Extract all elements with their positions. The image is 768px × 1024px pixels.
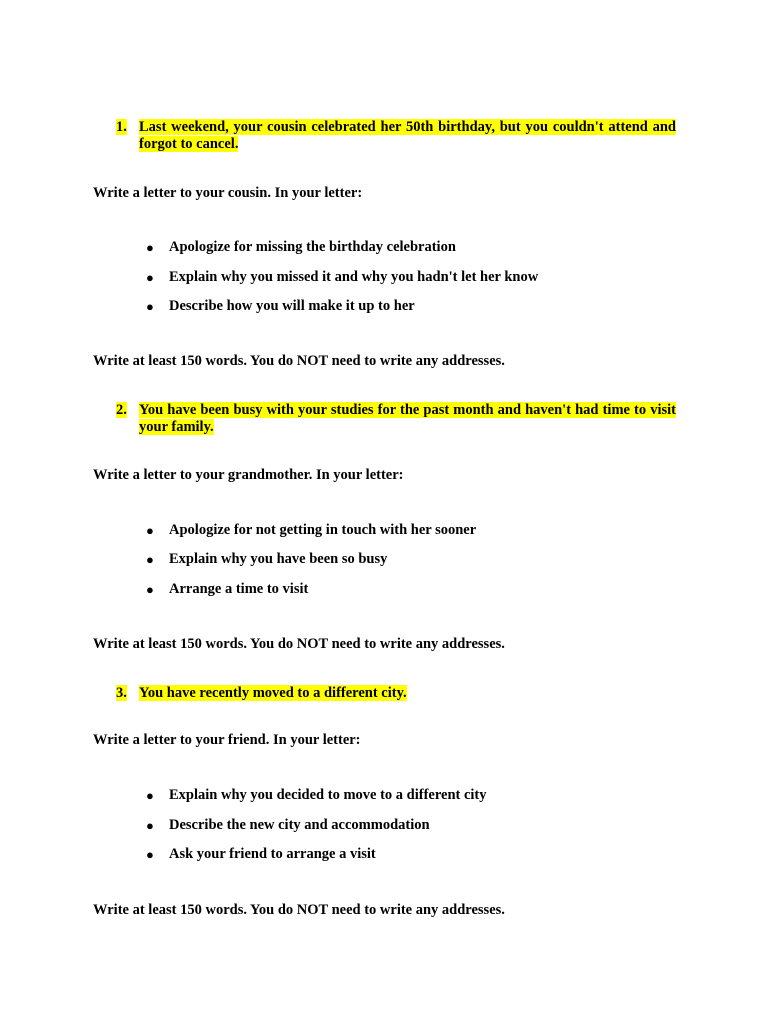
task-1-bullet-1: ● Apologize for missing the birthday celebration [146, 239, 456, 255]
task-1-bullet-2: ● Explain why you missed it and why you hadn't let her know [146, 269, 539, 285]
task-1-prompt: Last weekend, your cousin celebrated her 50th birthday, but you couldn't attend and forgot to cancel. [139, 119, 676, 152]
task-1-prompt-row [116, 119, 676, 153]
task-3-bullet-2: ● Describe the new city and accommodation [146, 817, 430, 833]
bullet-dot-icon: ● [146, 788, 154, 803]
task-1-instruction: Write a letter to your cousin. In your letter: [93, 185, 363, 201]
task-3-bullet-3: ● Ask your friend to arrange a visit [146, 846, 376, 862]
bullet-dot-icon: ● [146, 299, 154, 314]
bullet-dot-icon: ● [146, 818, 154, 833]
task-2-prompt: You have been busy with your studies for the past month and haven't had time to visit your family. [139, 402, 676, 435]
task-3-prompt: You have recently moved to a different city. [139, 685, 407, 701]
task-2-prompt-row [116, 402, 676, 436]
task-2-footer: Write at least 150 words. You do NOT need to write any addresses. [93, 636, 505, 652]
task-2-bullet-2: ● Explain why you have been so busy [146, 551, 388, 567]
bullet-dot-icon: ● [146, 523, 154, 538]
task-2-instruction: Write a letter to your grandmother. In your letter: [93, 467, 404, 483]
task-2-number: 2. [116, 402, 127, 418]
bullet-dot-icon: ● [146, 847, 154, 862]
task-3-prompt-row [116, 685, 676, 702]
task-1-bullet-3: ● Describe how you will make it up to her [146, 298, 415, 314]
task-2-bullet-1: ● Apologize for not getting in touch with her sooner [146, 522, 477, 538]
task-2-bullet-3: ● Arrange a time to visit [146, 581, 309, 597]
task-3-bullet-1: ● Explain why you decided to move to a different city [146, 787, 487, 803]
task-3-instruction: Write a letter to your friend. In your letter: [93, 732, 361, 748]
task-3-number: 3. [116, 685, 127, 701]
task-1-footer: Write at least 150 words. You do NOT need to write any addresses. [93, 353, 505, 369]
bullet-dot-icon: ● [146, 240, 154, 255]
bullet-dot-icon: ● [146, 270, 154, 285]
task-1-number: 1. [116, 119, 127, 135]
bullet-dot-icon: ● [146, 582, 154, 597]
bullet-dot-icon: ● [146, 552, 154, 567]
task-3-footer: Write at least 150 words. You do NOT need to write any addresses. [93, 902, 505, 918]
